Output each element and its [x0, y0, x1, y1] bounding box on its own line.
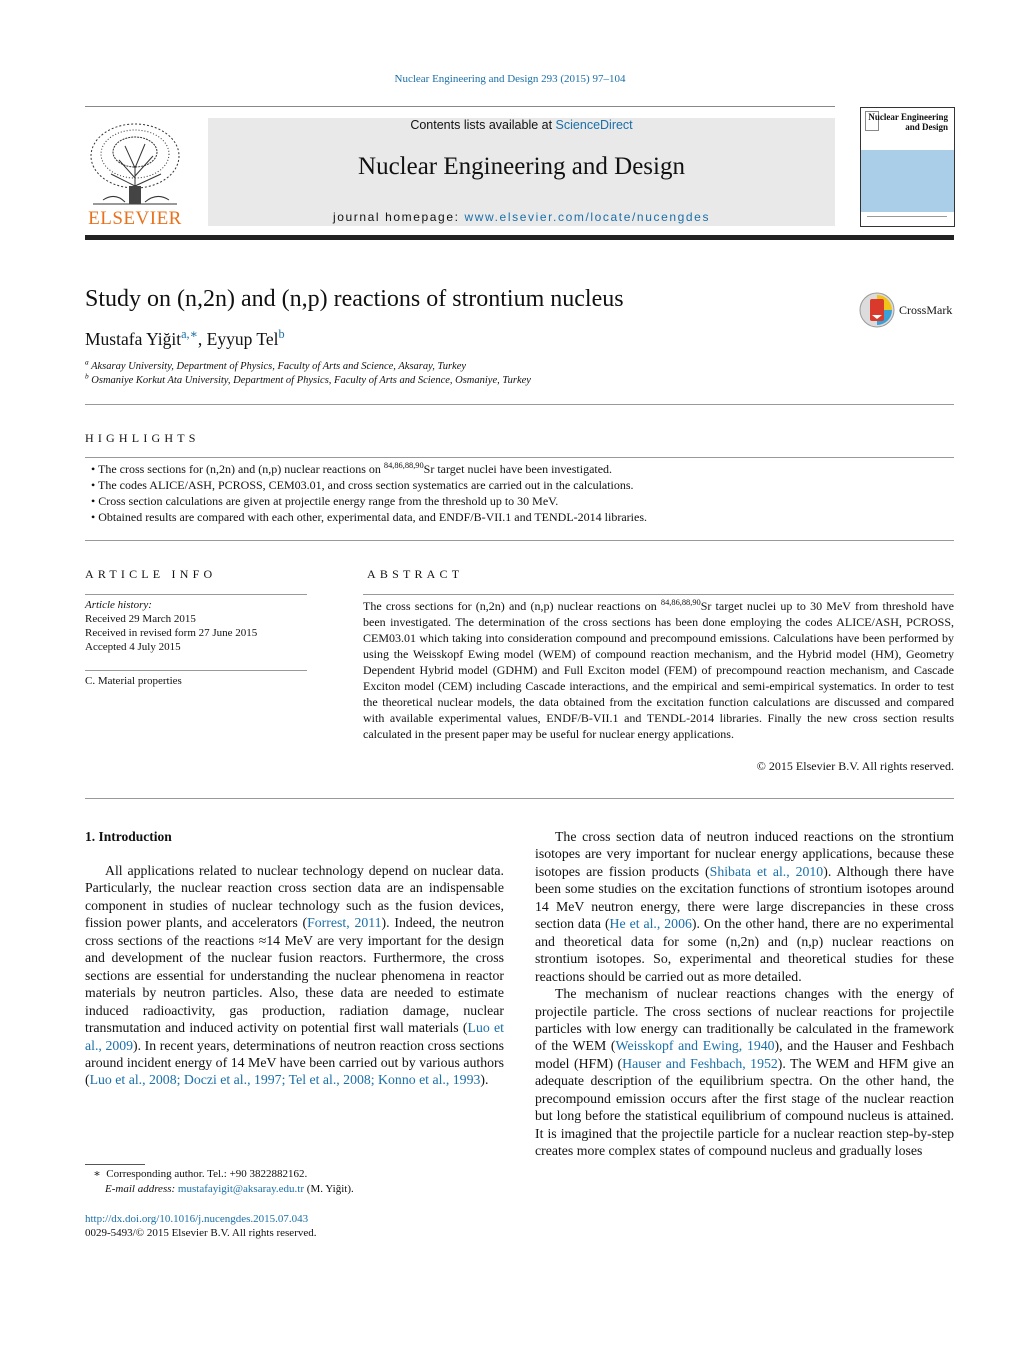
author-2: Eyyup Tel	[206, 329, 279, 349]
abstract-heading: ABSTRACT	[367, 567, 464, 581]
footnote-rule	[85, 1164, 145, 1165]
header-thick-rule	[85, 235, 954, 240]
divider	[85, 540, 954, 541]
crossmark-icon	[858, 290, 898, 330]
divider	[85, 594, 307, 595]
history-label: Article history:	[85, 599, 152, 611]
crossmark-label: CrossMark	[899, 303, 953, 317]
footnote: ∗ Corresponding author. Tel.: +90 3822882162. E-mail address: mustafayigit@aksaray.edu.tr (M. Yiğit).	[93, 1168, 354, 1195]
cover-title-line1: Nuclear Engineering	[868, 112, 948, 122]
citation-link[interactable]: Forrest, 2011	[307, 915, 382, 931]
divider	[85, 670, 307, 671]
divider	[85, 798, 954, 799]
contents-line: Contents lists available at ScienceDirect	[410, 118, 633, 132]
cover-title-line2: and Design	[905, 122, 948, 132]
highlight-item: • Obtained results are compared with each other, experimental data, and ENDF/B-VII.1 and TENDL-2014 libraries.	[85, 510, 647, 524]
highlight-item: • Cross section calculations are given at projectile energy range from the threshold up to 30 MeV.	[85, 494, 559, 508]
affiliations: $^a$ Aksaray University, Department of Physics, Faculty of Arts and Science, Aksaray, Turkey $^b$ Osmaniye Korkut Ata University, Department of Physics, Faculty of Arts and Science, Osmaniye, Turkey	[85, 357, 531, 386]
affiliation-a: Aksaray University, Department of Physics, Faculty of Arts and Science, Aksaray, Turkey	[91, 361, 467, 372]
accepted-date: Accepted 4 July 2015	[85, 641, 181, 653]
keywords: C. Material properties	[85, 675, 182, 687]
article-title: Study on (n,2n) and (n,p) reactions of strontium nucleus	[85, 286, 624, 312]
citation-link[interactable]: He et al., 2006	[609, 916, 692, 932]
author-1: Mustafa Yiğit	[85, 329, 182, 349]
email-link[interactable]: mustafayigit@aksaray.edu.tr	[177, 1183, 305, 1195]
body-column-left: All applications related to nuclear technology depend on nuclear data. Particularly, the nuclear reaction cross section data are an indispensable component in studies of nuclear technology such as the fusion devices, fission power plants, and accelerators (Forrest, 2011). Indeed, the neutron cross sections of the reactions ≈14 MeV are very important for the design and development of the nuclear fusion reactors. Furthermore, the cross sections are essential for understanding the nuclear phenomena in reactor materials by neutron particles. Also, these data are needed to estimate induced radioactivity, gas production, radiation damage, nuclear transmutation and induced activity on potential first wall materials (Luo et al., 2009). In recent years, determinations of neutron reaction cross sections around incident energy of 14 MeV have been carried out by various authors (Luo et al., 2008; Doczi et al., 1997; Tel et al., 2008; Konno et al., 1993).	[85, 863, 504, 1088]
journal-cover-thumbnail[interactable]	[860, 107, 955, 227]
divider	[363, 594, 954, 595]
journal-reference[interactable]: Nuclear Engineering and Design 293 (2015) 97–104	[394, 73, 626, 85]
elsevier-wordmark: ELSEVIER	[88, 208, 182, 229]
article-history	[85, 598, 257, 654]
article-info-heading: ARTICLE INFO	[85, 567, 217, 581]
citation-link[interactable]: Weisskopf and Ewing, 1940	[615, 1038, 775, 1054]
citation-link[interactable]: Hauser and Feshbach, 1952	[622, 1055, 778, 1071]
body-column-right	[535, 828, 954, 1160]
doi-block	[85, 1212, 317, 1240]
highlights-list	[85, 461, 954, 525]
cover-footer-rule	[867, 216, 947, 220]
authors: Mustafa Yiğit$^{a,∗}$, Eyyup Tel$^b$	[85, 327, 285, 349]
elsevier-logo	[85, 116, 185, 228]
received-date: Received 29 March 2015	[85, 613, 196, 625]
revised-date: Received in revised form 27 June 2015	[85, 627, 258, 639]
author-1-affil[interactable]: a,∗	[181, 327, 198, 342]
cover-color-band	[861, 150, 954, 212]
sciencedirect-link[interactable]: ScienceDirect	[555, 118, 633, 132]
issn-line: 0029-5493/© 2015 Elsevier B.V. All rights reserved.	[85, 1227, 317, 1239]
citation-link[interactable]: Luo et al., 2009	[85, 1020, 504, 1053]
highlight-item: • The cross sections for (n,2n) and (n,p) nuclear reactions on $^{84,86,88,90}$Sr target nuclei have been investigated.	[85, 461, 613, 476]
corresponding-author: Corresponding author. Tel.: +90 3822882162.	[106, 1168, 308, 1180]
divider	[85, 457, 954, 458]
citation-link[interactable]: Luo et al., 2008; Doczi et al., 1997; Tel et al., 2008; Konno et al., 1993	[89, 1072, 481, 1088]
divider	[85, 404, 954, 405]
header-rule	[85, 106, 835, 107]
paragraph: The cross section data of neutron induced reactions on the strontium isotopes are very important for nuclear energy applications, because these isotopes are fission products (Shibata et al., 2010). Although there have been some studies on the excitation functions of strontium isotopes around 14 MeV neutron energy, there were large discrepancies in these cross section data (He et al., 2006). On the other hand, there are no experimental and theoretical data for some (n,2n) and (n,p) nuclear reactions on strontium isotopes. So, experimental and theoretical studies for these reactions should be carried out as more detailed.	[535, 829, 955, 984]
journal-title: Nuclear Engineering and Design	[358, 153, 685, 180]
paragraph: The mechanism of nuclear reactions changes with the energy of projectile particle. The cross sections of nuclear reactions for projectile particles with low energy can traditionally be calculated in the framework of the WEM (Weisskopf and Ewing, 1940), and the Hauser and Feshbach model (HFM) (Hauser and Feshbach, 1952). The WEM and HFM give an adequate description of the equilibrium spectra. On the other hand, the precompound emission occurs after the first stage of the nuclear reaction but long before the statistical equilibrium of compound nucleus is attained. It is imagined that the projectile particle for a nuclear reaction step-by-step creates more complex states of compound nucleus and gradually loses	[535, 986, 954, 1159]
affiliation-b: Osmaniye Korkut Ata University, Department of Physics, Faculty of Arts and Science, Osmaniye, Turkey	[91, 375, 531, 386]
copyright: © 2015 Elsevier B.V. All rights reserved.	[756, 759, 954, 773]
crossmark-badge[interactable]	[858, 290, 958, 330]
journal-homepage: journal homepage: www.elsevier.com/locate/nucengdes	[332, 210, 711, 224]
homepage-link[interactable]: www.elsevier.com/locate/nucengdes	[464, 210, 711, 224]
citation-link[interactable]: Shibata et al., 2010	[709, 863, 824, 879]
highlights-heading: HIGHLIGHTS	[85, 431, 200, 445]
doi-link[interactable]: http://dx.doi.org/10.1016/j.nucengdes.2015.07.043	[85, 1213, 309, 1225]
author-2-affil[interactable]: b	[278, 327, 285, 342]
abstract-text: The cross sections for (n,2n) and (n,p) nuclear reactions on $^{84,86,88,90}$Sr target nuclei up to 30 MeV from threshold have been investigated. The determination of the cross sections has been done employing the codes ALICE/ASH, PCROSS, CEM03.01 which taking into consideration compound and precompound emissions. Calculations have been performed by using the Weisskopf Ewing model (WEM) of compound reaction mechanism, and the Hybrid model (HM), Geometry Dependent Hybrid model (GDHM) and Full Exciton model (FEM) of precompound reaction mechanism, and Cascade Exciton model (CEM) including Cascade interactions, and the empirical and semi-empirical systematics. In order to test the theoretical nuclear models, the data obtained from the excitation function calculations are discussed and compared with available experimental values, ENDF/B-VII.1 and TENDL-2014 libraries. Finally the new cross section results calculated in the present paper may be useful for nuclear energy applications.	[363, 598, 954, 741]
highlight-item: • The codes ALICE/ASH, PCROSS, CEM03.01, and cross section systematics are carried out in the calculations.	[85, 478, 634, 492]
section-heading: 1. Introduction	[85, 829, 172, 844]
